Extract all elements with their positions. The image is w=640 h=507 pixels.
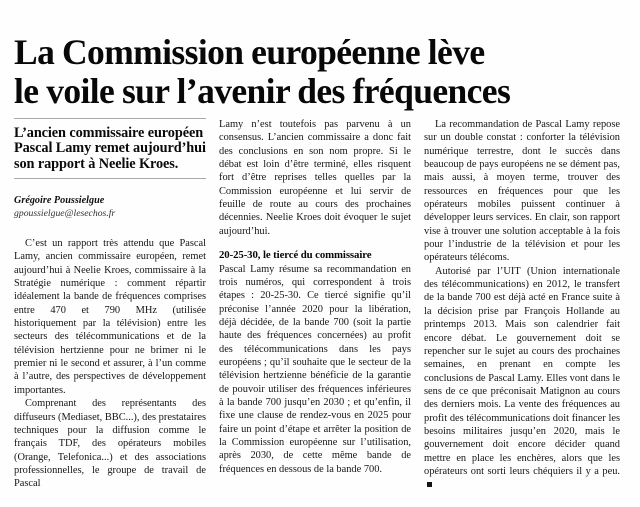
paragraph: Comprenant des représentants des diffuseurs (Mediaset, BBC...), des prestataires techniques pour la diffusion comme le français TDF, des opérateurs mobiles (Orange, Telefonica...) et des associations professionnelles, le groupe de travail de Pascal (14, 398, 206, 490)
article-column-2 (219, 118, 411, 476)
byline-author: Grégoire Poussielgue (14, 195, 105, 207)
headline-line-1: La Commission européenne lève (14, 31, 485, 72)
standfirst: L’ancien commissaire européen Pascal Lamy remet aujourd’hui son rapport à Neelie Kroes. (14, 125, 206, 172)
end-of-article-marker (427, 482, 432, 487)
paragraph-text: Autorisé par l’UIT (Union internationale des télécommunications) en 2012, le transfert de la bande 700 est déjà acté en France suite à la décision prise par François Hollande au printemps 2013. Mais son calendrier fait encore débat. Le gouvernement doit se repencher sur le sujet au cours des prochaines semaines, en prenant en compte les conclusions de Pascal Lamy. Elles vont dans le sens de ce que préconisait Matignon au cours des derniers mois. La vente des fréquences au profit des télécommunications doit financer les besoins militaires jusqu’en 2020, mais le gouvernement doit encore décider quand mettre en place les enchères, alors que les opérateurs ont sorti leurs chéquiers il y a peu. (424, 265, 620, 477)
paragraph-final (424, 265, 620, 492)
paragraph: Pascal Lamy résume sa recommandation en trois numéros, qui correspondent à trois étapes : 20-25-30. Ce tiercé signifie qu’il préconise l’année 2020 pour la libération, déjà décidée, de la bande 700 (soit la partie haute des fréquences concernées) au profit des télécommunications dans les pays européens ; qu’il souhaite que le secteur de la télévision hertzienne bénéficie de la garantie de pouvoir utiliser des fréquences inférieures à la bande 700 jusqu’en 2030 ; et qu’enfin, il fixe une clause de rendez-vous en 2025 pour faire un point d’étape et arrêter la position de la Commission européenne sur l’utilisation, après 2030, de cette même bande de fréquences en dessous de la bande 700. (219, 263, 411, 475)
byline-email[interactable]: gpoussielgue@lesechos.fr (14, 207, 116, 219)
page-title (14, 33, 626, 111)
paragraph: C’est un rapport très attendu que Pascal Lamy, ancien commissaire européen, remet aujourd’hui à Neelie Kroes, commissaire à la Stratégie numérique : comment répartir idéalement la bande de fréquences comprises entre 470 et 790 MHz (utilisée historiquement par la télévision) entre les secteurs des télécommunications et de la télévision hertzienne pour ne brimer ni le premier ni le second et assurer, à l’un comme à l’autre, des perspectives de développement importantes. (14, 238, 206, 396)
article-column-1 (14, 118, 206, 491)
paragraph: La recommandation de Pascal Lamy repose sur un double constat : conforter la télévision numérique terrestre, dont le succès dans beaucoup de pays européens ne se dément pas, mais aussi, à moyen terme, trouver des ressources en fréquences pour que les opérateurs mobiles puissent continuer à développer leurs services. En clair, son rapport vise à trouver une solution acceptable à la fois pour l’industrie de la télévision et pour les opérateurs télécoms. (424, 119, 620, 264)
section-subheading: 20-25-30, le tiercé du commissaire (219, 249, 372, 262)
headline-line-2: le voile sur l’avenir des fréquences (14, 70, 511, 111)
standfirst-rule-top (14, 118, 206, 119)
paragraph-continued: Lamy n’est toutefois pas parvenu à un consensus. L’ancien commissaire a donc fait des conclusions en son nom propre. Si le débat est loin d’être terminé, elles risquent fort d’être reprises telles quelles par la Commission européenne et lui servir de feuille de route au cours des prochaines décennies. Neelie Kroes doit évoquer le sujet aujourd’hui. (219, 119, 411, 237)
byline (14, 195, 206, 220)
article-column-3 (424, 118, 620, 492)
standfirst-rule-bottom (14, 178, 206, 179)
